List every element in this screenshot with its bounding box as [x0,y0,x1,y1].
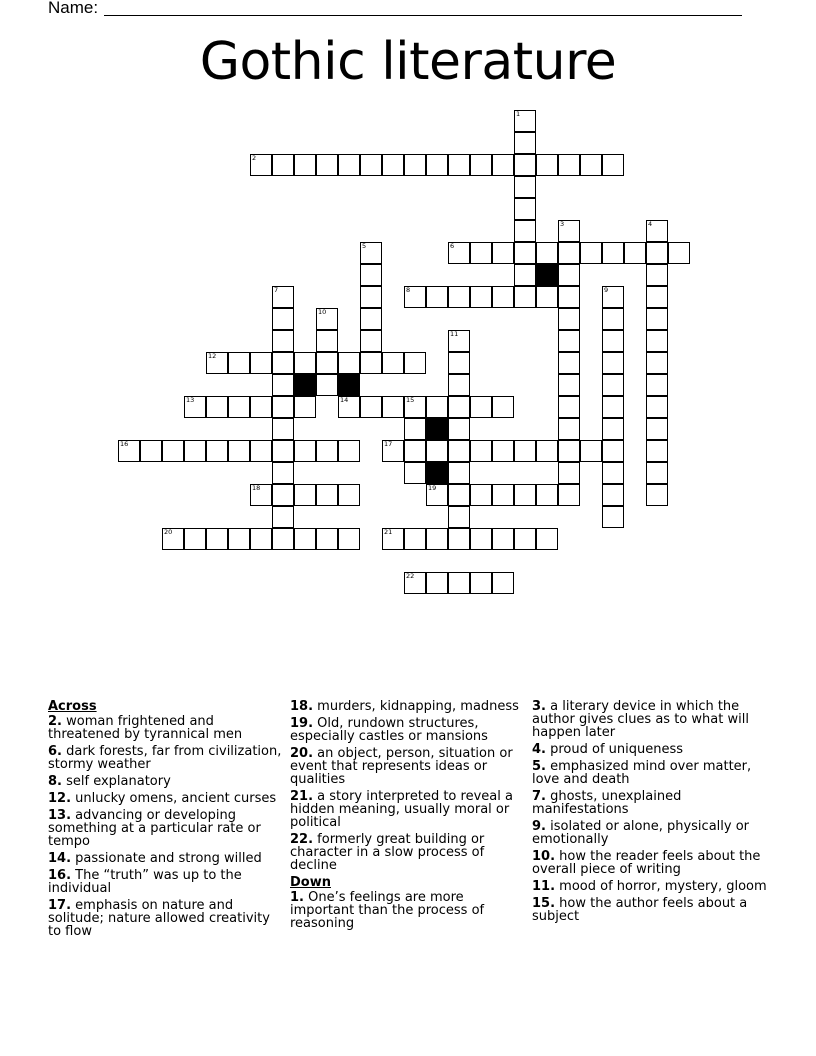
clue-number: 19 [428,484,437,492]
grid-cell[interactable] [360,286,382,308]
clue-text: a story interpreted to reveal a hidden meaning, usually moral or political [290,789,513,830]
clue-text: isolated or alone, physically or emotionally [532,819,750,847]
grid-cell[interactable] [448,506,470,528]
clue-number: 20 [164,528,173,536]
grid-cell[interactable] [514,242,536,264]
clue-number: 16 [120,440,129,448]
clue-number: 14 [340,396,349,404]
grid-cell[interactable] [646,264,668,286]
grid-cell[interactable] [558,264,580,286]
grid-cell[interactable] [602,242,624,264]
grid-cell[interactable] [470,440,492,462]
down-clue [532,700,768,739]
grid-cell[interactable] [470,572,492,594]
grid-cell[interactable] [272,484,294,506]
grid-cell[interactable] [338,396,360,418]
across-clue [48,809,284,848]
grid-cell[interactable] [316,154,338,176]
grid-cell[interactable] [250,484,272,506]
grid-cell[interactable] [602,308,624,330]
across-clue [48,775,284,788]
grid-cell[interactable] [646,286,668,308]
grid-cell[interactable] [558,418,580,440]
clue-number: 9 [604,286,609,294]
grid-cell[interactable] [470,484,492,506]
clue-text: how the reader feels about the overall piece of writing [532,849,761,877]
grid-cell[interactable] [646,374,668,396]
grid-cell[interactable] [602,330,624,352]
clue-number: 12 [208,352,217,360]
grid-cell[interactable] [272,352,294,374]
grid-cell[interactable] [514,484,536,506]
clue-text: formerly great building or character in a slow process of decline [290,832,485,873]
grid-cell[interactable] [162,440,184,462]
clue-text: advancing or developing something at a particular rate or tempo [48,808,261,849]
grid-cell[interactable] [558,396,580,418]
grid-cell[interactable] [492,440,514,462]
grid-cell[interactable] [514,528,536,550]
clue-text: emphasized mind over matter, love and death [532,759,752,787]
grid-cell[interactable] [338,352,360,374]
grid-cell[interactable] [602,484,624,506]
grid-cell[interactable] [448,154,470,176]
grid-cell[interactable] [272,396,294,418]
down-clue [532,850,768,876]
grid-cell[interactable] [426,484,448,506]
grid-cell[interactable] [294,484,316,506]
grid-cell[interactable] [448,242,470,264]
grid-cell[interactable] [558,154,580,176]
clue-text: unlucky omens, ancient curses [71,791,277,806]
grid-cell[interactable] [646,396,668,418]
clue-text: how the author feels about a subject [532,896,748,924]
down-clue [532,897,768,923]
grid-cell[interactable] [558,220,580,242]
grid-cell[interactable] [382,440,404,462]
down-clue [532,880,768,893]
grid-cell[interactable] [602,374,624,396]
clue-number-label: 18. [290,699,314,714]
down-clue [532,760,768,786]
clue-number: 7 [274,286,279,294]
grid-cell[interactable] [448,330,470,352]
grid-cell[interactable] [360,308,382,330]
clue-text: mood of horror, mystery, gloom [555,879,767,894]
grid-cell[interactable] [272,418,294,440]
grid-cell[interactable] [184,440,206,462]
grid-cell[interactable] [228,528,250,550]
grid-cell[interactable] [250,154,272,176]
clue-number-label: 10. [532,849,556,864]
grid-cell[interactable] [404,462,426,484]
down-clue [532,743,768,756]
grid-cell[interactable] [272,308,294,330]
clue-number-label: 14. [48,851,72,866]
grid-cell[interactable] [448,484,470,506]
grid-cell[interactable] [492,484,514,506]
grid-cell[interactable] [514,286,536,308]
black-cell [536,264,558,286]
grid-cell[interactable] [602,352,624,374]
grid-cell[interactable] [448,286,470,308]
clue-number: 15 [406,396,415,404]
grid-cell[interactable] [558,484,580,506]
clue-text: a literary device in which the author gives clues as to what will happen later [532,699,749,740]
grid-cell[interactable] [602,506,624,528]
grid-cell[interactable] [272,462,294,484]
grid-cell[interactable] [514,154,536,176]
clue-number-label: 3. [532,699,546,714]
grid-cell[interactable] [404,440,426,462]
grid-cell[interactable] [250,440,272,462]
grid-cell[interactable] [646,220,668,242]
clue-number-label: 21. [290,789,314,804]
clue-number-label: 22. [290,832,314,847]
grid-cell[interactable] [360,330,382,352]
clue-number-label: 5. [532,759,546,774]
grid-cell[interactable] [294,396,316,418]
grid-cell[interactable] [514,132,536,154]
grid-cell[interactable] [558,308,580,330]
clue-number: 8 [406,286,411,294]
down-clue [532,820,768,846]
grid-cell[interactable] [184,396,206,418]
grid-cell[interactable] [558,374,580,396]
grid-cell[interactable] [580,440,602,462]
grid-cell[interactable] [536,286,558,308]
clue-number: 17 [384,440,393,448]
clue-number: 4 [648,220,653,228]
grid-cell[interactable] [448,352,470,374]
grid-cell[interactable] [514,440,536,462]
grid-cell[interactable] [602,396,624,418]
grid-cell[interactable] [360,242,382,264]
clue-number-label: 20. [290,746,314,761]
grid-cell[interactable] [470,286,492,308]
grid-cell[interactable] [426,440,448,462]
grid-cell[interactable] [536,528,558,550]
grid-cell[interactable] [580,154,602,176]
clue-number: 21 [384,528,393,536]
grid-cell[interactable] [602,418,624,440]
grid-cell[interactable] [382,352,404,374]
grid-cell[interactable] [228,352,250,374]
black-cell [338,374,360,396]
grid-cell[interactable] [272,440,294,462]
grid-cell[interactable] [624,242,646,264]
grid-cell[interactable] [316,308,338,330]
grid-cell[interactable] [536,154,558,176]
grid-cell[interactable] [228,440,250,462]
grid-cell[interactable] [382,528,404,550]
grid-cell[interactable] [536,242,558,264]
grid-cell[interactable] [646,330,668,352]
grid-cell[interactable] [360,154,382,176]
name-field[interactable] [104,15,742,16]
grid-cell[interactable] [448,572,470,594]
across-clue [290,717,526,743]
clue-number: 10 [318,308,327,316]
clue-text: ghosts, unexplained manifestations [532,789,682,817]
clue-number: 3 [560,220,565,228]
black-cell [426,462,448,484]
clue-number: 6 [450,242,455,250]
grid-cell[interactable] [646,308,668,330]
clue-number-label: 1. [290,890,304,905]
black-cell [294,374,316,396]
grid-cell[interactable] [602,154,624,176]
grid-cell[interactable] [206,352,228,374]
grid-cell[interactable] [338,484,360,506]
grid-cell[interactable] [404,352,426,374]
grid-cell[interactable] [558,462,580,484]
clue-text: an object, person, situation or event that represents ideas or qualities [290,746,513,787]
grid-cell[interactable] [272,374,294,396]
grid-cell[interactable] [492,286,514,308]
across-clue [290,700,526,713]
grid-cell[interactable] [646,418,668,440]
grid-cell[interactable] [558,352,580,374]
grid-cell[interactable] [426,286,448,308]
grid-cell[interactable] [426,572,448,594]
grid-cell[interactable] [338,528,360,550]
grid-cell[interactable] [492,572,514,594]
grid-cell[interactable] [470,396,492,418]
name-label: Name: [48,0,99,17]
clue-number-label: 11. [532,879,556,894]
clue-number-label: 16. [48,868,72,883]
grid-cell[interactable] [360,396,382,418]
across-clue [290,790,526,829]
grid-cell[interactable] [426,396,448,418]
clue-number: 18 [252,484,261,492]
page-title: Gothic literature [199,32,617,92]
clue-number-label: 4. [532,742,546,757]
grid-cell[interactable] [448,418,470,440]
grid-cell[interactable] [558,330,580,352]
across-clue [48,715,284,741]
grid-cell[interactable] [250,352,272,374]
clues-column-2 [290,700,526,934]
down-clue [532,790,768,816]
clue-number-label: 2. [48,714,62,729]
grid-cell[interactable] [404,418,426,440]
grid-cell[interactable] [360,264,382,286]
clue-number-label: 8. [48,774,62,789]
grid-cell[interactable] [404,572,426,594]
grid-cell[interactable] [646,242,668,264]
clue-text: emphasis on nature and solitude; nature allowed creativity to flow [48,898,270,939]
grid-cell[interactable] [492,242,514,264]
grid-cell[interactable] [162,528,184,550]
grid-cell[interactable] [382,154,404,176]
grid-cell[interactable] [514,198,536,220]
grid-cell[interactable] [470,528,492,550]
grid-cell[interactable] [250,528,272,550]
grid-cell[interactable] [140,440,162,462]
clue-number: 22 [406,572,415,580]
grid-cell[interactable] [272,506,294,528]
grid-cell[interactable] [206,396,228,418]
grid-cell[interactable] [426,528,448,550]
grid-cell[interactable] [448,374,470,396]
clue-text: The “truth” was up to the individual [48,868,242,896]
grid-cell[interactable] [558,440,580,462]
clue-text: Old, rundown structures, especially castles or mansions [290,716,488,744]
clue-text: proud of uniqueness [545,742,684,757]
grid-cell[interactable] [602,462,624,484]
grid-cell[interactable] [316,352,338,374]
clue-text: One’s feelings are more important than the process of reasoning [290,890,485,931]
clue-number-label: 6. [48,744,62,759]
across-clue [48,852,284,865]
grid-cell[interactable] [470,242,492,264]
grid-cell[interactable] [316,440,338,462]
grid-cell[interactable] [558,242,580,264]
grid-cell[interactable] [448,462,470,484]
across-heading: Across [48,699,97,714]
across-clue [48,899,284,938]
grid-cell[interactable] [514,220,536,242]
grid-cell[interactable] [338,154,360,176]
clue-number-label: 15. [532,896,556,911]
clues-column-1 [48,700,284,942]
grid-cell[interactable] [646,352,668,374]
clue-number: 11 [450,330,459,338]
grid-cell[interactable] [514,176,536,198]
clue-number-label: 12. [48,791,72,806]
clues-column-3 [532,700,768,927]
grid-cell[interactable] [404,528,426,550]
clue-number-label: 9. [532,819,546,834]
grid-cell[interactable] [448,528,470,550]
grid-cell[interactable] [228,396,250,418]
clue-number: 2 [252,154,257,162]
grid-cell[interactable] [514,110,536,132]
grid-cell[interactable] [558,286,580,308]
grid-cell[interactable] [470,154,492,176]
across-clue [290,833,526,872]
clue-number: 13 [186,396,195,404]
grid-cell[interactable] [426,154,448,176]
clue-number: 1 [516,110,521,118]
across-clue [48,745,284,771]
grid-cell[interactable] [382,396,404,418]
grid-cell[interactable] [492,528,514,550]
grid-cell[interactable] [316,330,338,352]
down-heading: Down [290,875,331,890]
grid-cell[interactable] [316,374,338,396]
grid-cell[interactable] [250,396,272,418]
grid-cell[interactable] [536,484,558,506]
clue-number-label: 13. [48,808,72,823]
grid-cell[interactable] [668,242,690,264]
across-clue [48,869,284,895]
grid-cell[interactable] [448,440,470,462]
grid-cell[interactable] [206,528,228,550]
grid-cell[interactable] [294,154,316,176]
grid-cell[interactable] [294,440,316,462]
grid-cell[interactable] [272,154,294,176]
grid-cell[interactable] [338,440,360,462]
clue-number-label: 19. [290,716,314,731]
grid-cell[interactable] [404,286,426,308]
grid-cell[interactable] [272,286,294,308]
grid-cell[interactable] [206,440,228,462]
clue-text: woman frightened and threatened by tyrannical men [48,714,243,742]
grid-cell[interactable] [404,396,426,418]
grid-cell[interactable] [316,528,338,550]
clue-number-label: 7. [532,789,546,804]
grid-cell[interactable] [646,462,668,484]
grid-cell[interactable] [272,330,294,352]
grid-cell[interactable] [602,440,624,462]
grid-cell[interactable] [184,528,206,550]
grid-cell[interactable] [536,440,558,462]
grid-cell[interactable] [294,352,316,374]
grid-cell[interactable] [118,440,140,462]
grid-cell[interactable] [492,154,514,176]
clue-number-label: 17. [48,898,72,913]
across-clue [48,792,284,805]
clue-number: 5 [362,242,367,250]
grid-cell[interactable] [514,264,536,286]
clue-text: passionate and strong willed [71,851,262,866]
grid-cell[interactable] [580,242,602,264]
grid-cell[interactable] [360,352,382,374]
grid-cell[interactable] [294,528,316,550]
grid-cell[interactable] [492,396,514,418]
grid-cell[interactable] [448,396,470,418]
grid-cell[interactable] [602,286,624,308]
clue-text: murders, kidnapping, madness [313,699,519,714]
black-cell [426,418,448,440]
grid-cell[interactable] [272,528,294,550]
across-clue [290,747,526,786]
down-clue [290,891,526,930]
grid-cell[interactable] [646,484,668,506]
clue-text: self explanatory [61,774,171,789]
grid-cell[interactable] [646,440,668,462]
grid-cell[interactable] [316,484,338,506]
grid-cell[interactable] [404,154,426,176]
clue-text: dark forests, far from civilization, stormy weather [48,744,282,772]
